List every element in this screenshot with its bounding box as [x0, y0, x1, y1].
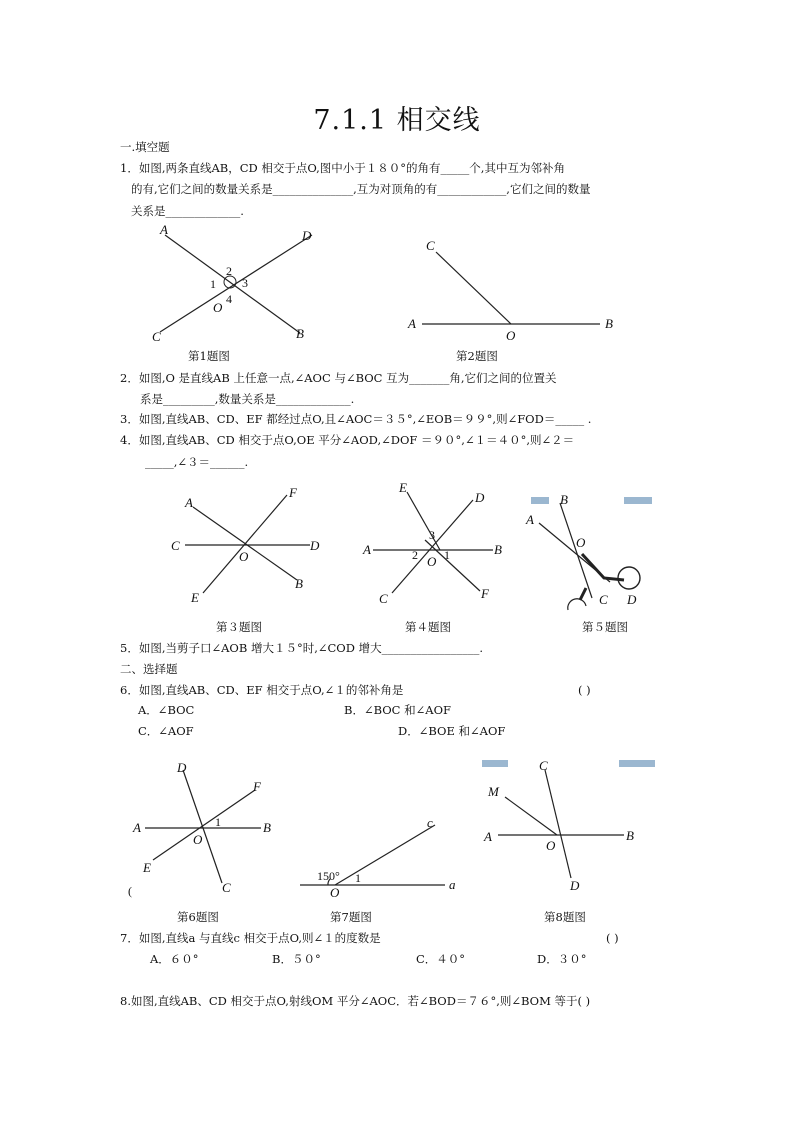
- question-7: 7．如图,直线a 与直线c 相交于点O,则∠１的度数是: [120, 931, 381, 945]
- figure-2-caption: 第2题图: [456, 349, 498, 363]
- question-6: 6．如图,直线AB、CD、EF 相交于点O,∠１的邻补角是: [120, 683, 404, 697]
- handle-ring-left: [568, 599, 586, 610]
- question-7-option-c: C．４０°: [416, 952, 466, 966]
- label-b: B: [494, 542, 502, 557]
- figure-5-scissors: [520, 490, 660, 615]
- figure-1: [140, 220, 330, 350]
- label-d: D: [627, 592, 637, 607]
- question-5: 5．如图,当剪子口∠AOB 增大１５°时,∠COD 增大_________________.: [120, 641, 483, 655]
- figure-8: [478, 755, 648, 900]
- figure-5-caption: 第５题图: [582, 620, 628, 634]
- figure-6-caption: 第6题图: [177, 910, 219, 924]
- label-d: D: [475, 490, 485, 505]
- label-b: B: [263, 820, 271, 835]
- label-a-lower: a: [449, 877, 456, 892]
- question-2-line-1: 2．如图,O 是直线AB 上任意一点,∠AOC 与∠BOC 互为_______角,它们之间的位置关: [120, 371, 557, 385]
- question-7-option-a: A．６０°: [150, 952, 199, 966]
- section-choice-title: 二、选择题: [120, 662, 178, 676]
- angle-1-label: 1: [355, 871, 361, 885]
- angle-1-label: 1: [210, 277, 216, 291]
- angle-1-label: 1: [444, 548, 450, 562]
- label-b: B: [626, 828, 634, 843]
- question-4-line-1: 4．如图,直线AB、CD 相交于点O,OE 平分∠AOD,∠DOF ＝９０°,∠１＝４０°,则∠２＝: [120, 433, 575, 447]
- angle-3-label: 3: [242, 276, 248, 290]
- question-1-line-1: 1．如图,两条直线AB，CD 相交于点O,图中小于１８０°的角有_____个,其中互为邻补角: [120, 161, 565, 175]
- ray-oe: [407, 492, 440, 550]
- label-c: C: [539, 758, 548, 773]
- label-f: F: [289, 485, 297, 500]
- label-o: O: [330, 885, 340, 900]
- line-c: [335, 825, 435, 885]
- figure-6: [125, 755, 285, 905]
- angle-1-label: 1: [215, 815, 221, 829]
- label-b: B: [560, 492, 568, 507]
- question-6-option-a: A．∠BOC: [138, 703, 195, 717]
- ray-oc: [436, 252, 511, 324]
- label-o: O: [427, 554, 437, 569]
- label-f: F: [253, 779, 261, 794]
- question-1-line-3: 关系是_____________.: [131, 204, 244, 218]
- figure-1-caption: 第1题图: [188, 349, 230, 363]
- label-a: A: [185, 495, 193, 510]
- blade-bc: [560, 503, 592, 598]
- line-cd: [545, 770, 571, 878]
- label-e: E: [191, 590, 199, 605]
- stray-paren: (: [128, 884, 132, 898]
- label-c: C: [222, 880, 231, 895]
- question-6-answer-paren: ( ): [578, 683, 591, 697]
- label-o: O: [239, 549, 249, 564]
- section-fill-in-title: 一.填空题: [120, 140, 170, 154]
- label-b: B: [605, 316, 613, 331]
- label-d: D: [302, 228, 312, 243]
- question-8: 8.如图,直线AB、CD 相交于点O,射线OM 平分∠AOC．若∠BOD＝７６°,则∠BOM 等于( ): [120, 994, 591, 1008]
- figure-3-caption: 第３题图: [216, 620, 262, 634]
- question-6-option-b: B．∠BOC 和∠AOF: [344, 703, 451, 717]
- figure-3: [165, 480, 330, 610]
- angle-2-label: 2: [412, 548, 418, 562]
- angle-2-label: 2: [226, 264, 232, 278]
- figure-4-caption: 第４题图: [405, 620, 451, 634]
- label-e: E: [143, 860, 151, 875]
- question-2-line-2: 系是_________,数量关系是_____________.: [140, 392, 355, 406]
- label-o: O: [546, 838, 556, 853]
- handle-ring-right: [618, 567, 640, 589]
- question-7-option-b: B．５０°: [272, 952, 321, 966]
- angle-3-label: 3: [429, 528, 435, 542]
- page-title: 7.1.1 相交线: [313, 105, 481, 136]
- ray-om: [505, 797, 557, 835]
- figure-4: [355, 478, 515, 608]
- label-o: O: [576, 535, 586, 550]
- figure-7: [295, 815, 470, 900]
- label-o: O: [506, 328, 516, 343]
- question-1-line-2: 的有,它们之间的数量关系是______________,互为对顶角的有____________,它们之间的数量: [131, 182, 591, 196]
- question-4-line-2: _____,∠３＝______.: [145, 455, 249, 469]
- label-c: c: [427, 815, 433, 830]
- figure-7-caption: 第7题图: [330, 910, 372, 924]
- label-d: D: [177, 760, 187, 775]
- label-a: A: [408, 316, 416, 331]
- label-c: C: [171, 538, 180, 553]
- angle-4-label: 4: [226, 292, 232, 306]
- question-6-option-d: D．∠BOE 和∠AOF: [398, 724, 506, 738]
- label-c: C: [379, 591, 388, 606]
- label-e: E: [399, 480, 407, 495]
- handle-left: [580, 588, 586, 600]
- label-a: A: [133, 820, 141, 835]
- question-6-option-c: C．∠AOF: [138, 724, 194, 738]
- label-b: B: [296, 326, 304, 341]
- label-a: A: [484, 829, 492, 844]
- figure-8-caption: 第8题图: [544, 910, 586, 924]
- line-ef: [203, 495, 287, 593]
- label-d: D: [570, 878, 580, 893]
- label-o: O: [213, 300, 223, 315]
- label-f: F: [481, 586, 489, 601]
- angle-150-label: 150°: [317, 869, 340, 883]
- label-c: C: [599, 592, 608, 607]
- label-c: C: [152, 329, 161, 344]
- label-a: A: [363, 542, 371, 557]
- label-a: A: [160, 222, 168, 237]
- question-3: 3．如图,直线AB、CD、EF 都经过点O,且∠AOC＝３５°,∠EOB＝９９°,则∠FOD＝_____ .: [120, 412, 592, 426]
- figure-2: [400, 230, 630, 345]
- label-m: M: [488, 784, 499, 799]
- label-a: A: [526, 512, 534, 527]
- line-ab: [165, 235, 300, 333]
- question-7-option-d: D．３０°: [537, 952, 587, 966]
- label-d: D: [310, 538, 320, 553]
- label-o: O: [193, 832, 203, 847]
- label-c: C: [426, 238, 435, 253]
- line-ef: [153, 790, 255, 860]
- label-b: B: [295, 576, 303, 591]
- question-7-answer-paren: ( ): [606, 931, 619, 945]
